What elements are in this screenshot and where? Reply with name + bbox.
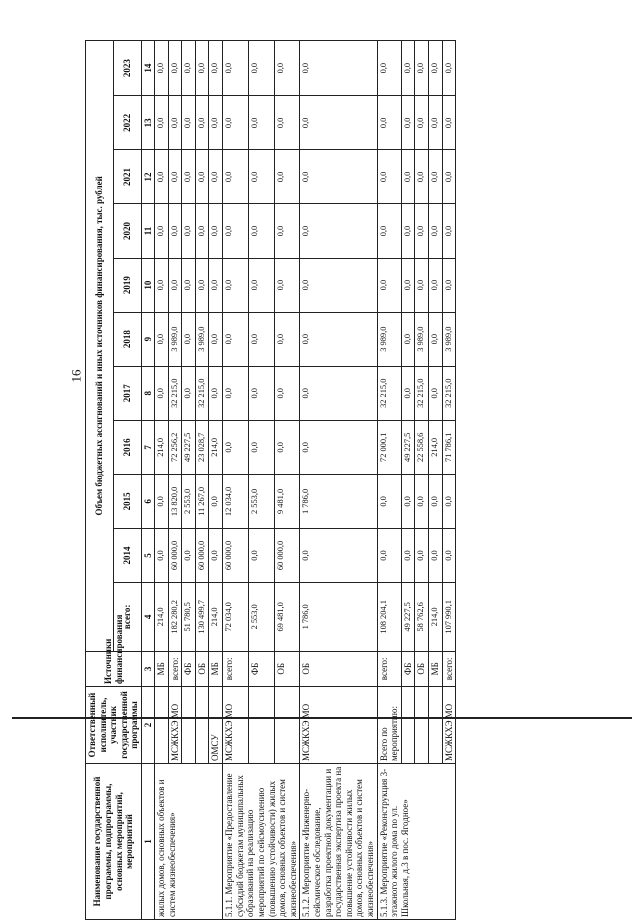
year-value-cell: 0,0 xyxy=(442,96,456,150)
year-value-cell: 0,0 xyxy=(401,96,415,150)
year-value-cell: 0,0 xyxy=(377,258,401,312)
year-value-cell: 0,0 xyxy=(274,258,300,312)
header-year: 2021 xyxy=(114,150,142,204)
header-year: 2022 xyxy=(114,96,142,150)
header-year: 2015 xyxy=(114,474,142,528)
year-value-cell: 0,0 xyxy=(429,96,443,150)
year-value-cell: 0,0 xyxy=(377,41,401,96)
total-value-cell: 214,0 xyxy=(209,583,223,652)
year-value-cell: 0,0 xyxy=(300,312,377,366)
year-value-cell: 0,0 xyxy=(274,204,300,258)
year-value-cell: 0,0 xyxy=(155,474,169,528)
year-value-cell: 0,0 xyxy=(415,150,429,204)
executor-cell: Всего по мероприятию: xyxy=(377,687,401,764)
year-value-cell: 0,0 xyxy=(209,41,223,96)
year-value-cell: 0,0 xyxy=(442,41,456,96)
executor-cell: МСЖКХЭ МО xyxy=(300,687,377,764)
total-value-cell: 130 499,7 xyxy=(195,583,209,652)
column-index: 9 xyxy=(142,312,155,366)
total-value-cell: 72 034,0 xyxy=(223,583,249,652)
source-cell: ФБ xyxy=(401,651,415,686)
year-value-cell: 0,0 xyxy=(442,474,456,528)
total-value-cell: 107 990,1 xyxy=(442,583,456,652)
year-value-cell: 0,0 xyxy=(429,474,443,528)
year-value-cell: 0,0 xyxy=(415,528,429,582)
column-index: 3 xyxy=(142,651,155,686)
year-value-cell: 0,0 xyxy=(168,96,182,150)
year-value-cell: 0,0 xyxy=(377,96,401,150)
total-value-cell: 2 553,0 xyxy=(248,583,274,652)
year-value-cell: 0,0 xyxy=(377,528,401,582)
executor-cell xyxy=(429,687,443,764)
source-cell: МБ xyxy=(209,651,223,686)
year-value-cell: 0,0 xyxy=(195,150,209,204)
executor-cell xyxy=(195,687,209,764)
year-value-cell: 1 786,0 xyxy=(300,474,377,528)
year-value-cell: 0,0 xyxy=(195,204,209,258)
year-value-cell: 0,0 xyxy=(401,41,415,96)
total-value-cell: 49 227,5 xyxy=(401,583,415,652)
year-value-cell: 0,0 xyxy=(401,204,415,258)
header-executor: Ответственный исполнитель, участник государственной программы xyxy=(86,687,142,764)
year-value-cell: 0,0 xyxy=(429,258,443,312)
year-value-cell: 0,0 xyxy=(401,366,415,420)
measure-name: 5.1.2. Мероприятие «Инженерно-сейсмическое обследование, разработка проектной документации и государственная экспертиза проекта на повышение устойчивости жилых домов, основных объектов и систем жизнеобеспечения» xyxy=(300,763,377,919)
year-value-cell: 3 989,0 xyxy=(442,312,456,366)
year-value-cell: 0,0 xyxy=(248,204,274,258)
year-value-cell: 0,0 xyxy=(209,312,223,366)
header-total: всего: xyxy=(114,583,142,652)
header-name: Наименование государственной программы, подпрограммы, основных мероприятий, мероприятий xyxy=(86,763,142,919)
year-value-cell: 0,0 xyxy=(155,366,169,420)
year-value-cell: 0,0 xyxy=(182,96,196,150)
executor-cell xyxy=(415,687,429,764)
total-value-cell: 58 762,6 xyxy=(415,583,429,652)
year-value-cell: 71 786,1 xyxy=(442,420,456,474)
year-value-cell: 0,0 xyxy=(168,258,182,312)
column-index: 2 xyxy=(142,687,155,764)
year-value-cell: 0,0 xyxy=(223,420,249,474)
year-value-cell: 0,0 xyxy=(209,366,223,420)
year-value-cell: 60 000,0 xyxy=(223,528,249,582)
source-cell: МБ xyxy=(429,651,443,686)
year-value-cell: 0,0 xyxy=(274,150,300,204)
year-value-cell: 60 000,0 xyxy=(195,528,209,582)
measure-name: 5.1.3. Мероприятие «Реконструкция 3-этажного жилого дома по ул. Школьная, д.3 в пос. Ягодное» xyxy=(377,763,456,919)
year-value-cell: 0,0 xyxy=(182,528,196,582)
header-year: 2018 xyxy=(114,312,142,366)
year-value-cell: 0,0 xyxy=(401,474,415,528)
year-value-cell: 0,0 xyxy=(429,366,443,420)
year-value-cell: 0,0 xyxy=(377,150,401,204)
year-value-cell: 0,0 xyxy=(195,41,209,96)
year-value-cell: 0,0 xyxy=(209,204,223,258)
year-value-cell: 0,0 xyxy=(300,150,377,204)
year-value-cell: 0,0 xyxy=(401,528,415,582)
year-value-cell: 0,0 xyxy=(415,204,429,258)
year-value-cell: 0,0 xyxy=(223,150,249,204)
year-value-cell: 13 820,0 xyxy=(168,474,182,528)
year-value-cell: 0,0 xyxy=(300,204,377,258)
year-value-cell: 0,0 xyxy=(168,150,182,204)
year-value-cell: 0,0 xyxy=(300,420,377,474)
year-value-cell: 0,0 xyxy=(155,204,169,258)
year-value-cell: 0,0 xyxy=(168,41,182,96)
year-value-cell: 0,0 xyxy=(274,41,300,96)
column-index-row xyxy=(142,41,155,920)
year-value-cell: 0,0 xyxy=(415,96,429,150)
year-value-cell: 0,0 xyxy=(223,204,249,258)
year-value-cell: 0,0 xyxy=(415,258,429,312)
column-index: 8 xyxy=(142,366,155,420)
year-value-cell: 0,0 xyxy=(155,41,169,96)
year-value-cell: 0,0 xyxy=(209,258,223,312)
year-value-cell: 0,0 xyxy=(155,258,169,312)
year-value-cell: 0,0 xyxy=(401,258,415,312)
source-cell: ФБ xyxy=(248,651,274,686)
table-row xyxy=(223,41,249,920)
total-value-cell: 108 204,1 xyxy=(377,583,401,652)
year-value-cell: 0,0 xyxy=(223,312,249,366)
column-index: 13 xyxy=(142,96,155,150)
column-index: 11 xyxy=(142,204,155,258)
year-value-cell: 2 553,0 xyxy=(248,474,274,528)
year-value-cell: 0,0 xyxy=(300,41,377,96)
year-value-cell: 0,0 xyxy=(429,150,443,204)
year-value-cell: 3 989,0 xyxy=(168,312,182,366)
executor-cell xyxy=(155,687,169,764)
table-body xyxy=(155,41,456,920)
year-value-cell: 0,0 xyxy=(248,312,274,366)
year-value-cell: 12 034,0 xyxy=(223,474,249,528)
year-value-cell: 0,0 xyxy=(155,150,169,204)
year-value-cell: 0,0 xyxy=(401,312,415,366)
total-value-cell: 214,0 xyxy=(429,583,443,652)
year-value-cell: 0,0 xyxy=(429,204,443,258)
table-row xyxy=(155,41,169,920)
year-value-cell: 0,0 xyxy=(248,41,274,96)
year-value-cell: 49 227,5 xyxy=(401,420,415,474)
year-value-cell: 0,0 xyxy=(223,366,249,420)
year-value-cell: 0,0 xyxy=(300,366,377,420)
year-value-cell: 0,0 xyxy=(223,96,249,150)
year-value-cell: 22 558,6 xyxy=(415,420,429,474)
header-year: 2016 xyxy=(114,420,142,474)
header-year: 2023 xyxy=(114,41,142,96)
year-value-cell: 32 215,0 xyxy=(168,366,182,420)
total-value-cell: 1 786,0 xyxy=(300,583,377,652)
source-cell: ОБ xyxy=(274,651,300,686)
year-value-cell: 0,0 xyxy=(442,204,456,258)
year-value-cell: 0,0 xyxy=(248,150,274,204)
page-number: 16 xyxy=(68,369,84,383)
column-index: 10 xyxy=(142,258,155,312)
year-value-cell: 0,0 xyxy=(182,366,196,420)
header-year: 2020 xyxy=(114,204,142,258)
measure-name: жилых домов, основных объектов и систем жизнеобеспечения» xyxy=(155,763,223,919)
year-value-cell: 72 000,1 xyxy=(377,420,401,474)
year-value-cell: 49 227,5 xyxy=(182,420,196,474)
year-value-cell: 0,0 xyxy=(195,258,209,312)
year-value-cell: 0,0 xyxy=(274,366,300,420)
source-cell: ОБ xyxy=(195,651,209,686)
header-year: 2014 xyxy=(114,528,142,582)
year-value-cell: 0,0 xyxy=(155,96,169,150)
year-value-cell: 0,0 xyxy=(248,528,274,582)
year-value-cell: 0,0 xyxy=(274,96,300,150)
year-value-cell: 0,0 xyxy=(300,258,377,312)
year-value-cell: 214,0 xyxy=(155,420,169,474)
year-value-cell: 32 215,0 xyxy=(442,366,456,420)
year-value-cell: 32 215,0 xyxy=(377,366,401,420)
header-source: Источники финансирования xyxy=(86,651,142,686)
executor-cell: ОМСУ xyxy=(209,687,223,764)
year-value-cell: 0,0 xyxy=(195,96,209,150)
year-value-cell: 60 000,0 xyxy=(168,528,182,582)
column-index: 6 xyxy=(142,474,155,528)
header-year: 2017 xyxy=(114,366,142,420)
year-value-cell: 0,0 xyxy=(300,96,377,150)
year-value-cell: 0,0 xyxy=(155,312,169,366)
year-value-cell: 0,0 xyxy=(442,528,456,582)
year-value-cell: 0,0 xyxy=(248,258,274,312)
column-index: 12 xyxy=(142,150,155,204)
year-value-cell: 0,0 xyxy=(209,150,223,204)
source-cell: МБ xyxy=(155,651,169,686)
header-year: 2019 xyxy=(114,258,142,312)
source-cell: ФБ xyxy=(182,651,196,686)
year-value-cell: 2 553,0 xyxy=(182,474,196,528)
source-cell: ОБ xyxy=(415,651,429,686)
total-value-cell: 51 780,5 xyxy=(182,583,196,652)
year-value-cell: 32 215,0 xyxy=(195,366,209,420)
year-value-cell: 0,0 xyxy=(182,258,196,312)
year-value-cell: 3 989,0 xyxy=(377,312,401,366)
year-value-cell: 0,0 xyxy=(209,96,223,150)
header-budget-group: Объем бюджетных ассигнований и иных источников финансирования, тыс. рублей xyxy=(86,41,114,652)
financing-table xyxy=(85,40,456,920)
year-value-cell: 0,0 xyxy=(182,41,196,96)
column-index: 4 xyxy=(142,583,155,652)
year-value-cell: 0,0 xyxy=(223,258,249,312)
source-cell: всего: xyxy=(223,651,249,686)
executor-cell xyxy=(182,687,196,764)
year-value-cell: 11 267,0 xyxy=(195,474,209,528)
column-index: 1 xyxy=(142,763,155,919)
year-value-cell: 0,0 xyxy=(274,312,300,366)
total-value-cell: 182 280,2 xyxy=(168,583,182,652)
year-value-cell: 0,0 xyxy=(209,528,223,582)
year-value-cell: 0,0 xyxy=(182,312,196,366)
executor-cell: МСЖКХЭ МО xyxy=(442,687,456,764)
year-value-cell: 0,0 xyxy=(223,41,249,96)
year-value-cell: 0,0 xyxy=(401,150,415,204)
year-value-cell: 0,0 xyxy=(442,258,456,312)
year-value-cell: 0,0 xyxy=(377,204,401,258)
table-row xyxy=(300,41,377,920)
executor-cell xyxy=(401,687,415,764)
year-value-cell: 0,0 xyxy=(442,150,456,204)
year-value-cell: 23 028,7 xyxy=(195,420,209,474)
table-row xyxy=(377,41,401,920)
year-value-cell: 9 481,0 xyxy=(274,474,300,528)
year-value-cell: 0,0 xyxy=(248,420,274,474)
source-cell: всего: xyxy=(442,651,456,686)
year-value-cell: 214,0 xyxy=(209,420,223,474)
year-value-cell: 0,0 xyxy=(415,474,429,528)
total-value-cell: 214,0 xyxy=(155,583,169,652)
year-value-cell: 0,0 xyxy=(209,474,223,528)
year-value-cell: 3 989,0 xyxy=(195,312,209,366)
year-value-cell: 0,0 xyxy=(274,420,300,474)
year-value-cell: 214,0 xyxy=(429,420,443,474)
year-value-cell: 0,0 xyxy=(155,528,169,582)
year-value-cell: 60 000,0 xyxy=(274,528,300,582)
column-index: 7 xyxy=(142,420,155,474)
year-value-cell: 0,0 xyxy=(429,312,443,366)
column-index: 5 xyxy=(142,528,155,582)
year-value-cell: 72 256,2 xyxy=(168,420,182,474)
measure-name: 5.1.1. Мероприятие «Предоставление субсидий бюджетам муниципальных образований на реализацию мероприятий по сейсмоусилению (повышению устойчивости) жилых домов, основных объектов и систем жизнеобеспечения» xyxy=(223,763,300,919)
year-value-cell: 0,0 xyxy=(429,41,443,96)
year-value-cell: 0,0 xyxy=(182,204,196,258)
year-value-cell: 0,0 xyxy=(248,96,274,150)
year-value-cell: 0,0 xyxy=(182,150,196,204)
year-value-cell: 0,0 xyxy=(168,204,182,258)
source-cell: всего: xyxy=(168,651,182,686)
year-value-cell: 32 215,0 xyxy=(415,366,429,420)
year-value-cell: 0,0 xyxy=(429,528,443,582)
executor-cell: МСЖКХЭ МО xyxy=(223,687,249,764)
year-value-cell: 0,0 xyxy=(300,528,377,582)
year-value-cell: 0,0 xyxy=(415,41,429,96)
year-value-cell: 0,0 xyxy=(248,366,274,420)
year-value-cell: 3 989,0 xyxy=(415,312,429,366)
executor-cell xyxy=(248,687,274,764)
total-value-cell: 69 481,0 xyxy=(274,583,300,652)
year-value-cell: 0,0 xyxy=(377,474,401,528)
executor-cell xyxy=(274,687,300,764)
executor-cell: МСЖКХЭ МО xyxy=(168,687,182,764)
source-cell: всего: xyxy=(377,651,401,686)
source-cell: ОБ xyxy=(300,651,377,686)
column-index: 14 xyxy=(142,41,155,96)
rotated-table-container xyxy=(85,40,560,920)
